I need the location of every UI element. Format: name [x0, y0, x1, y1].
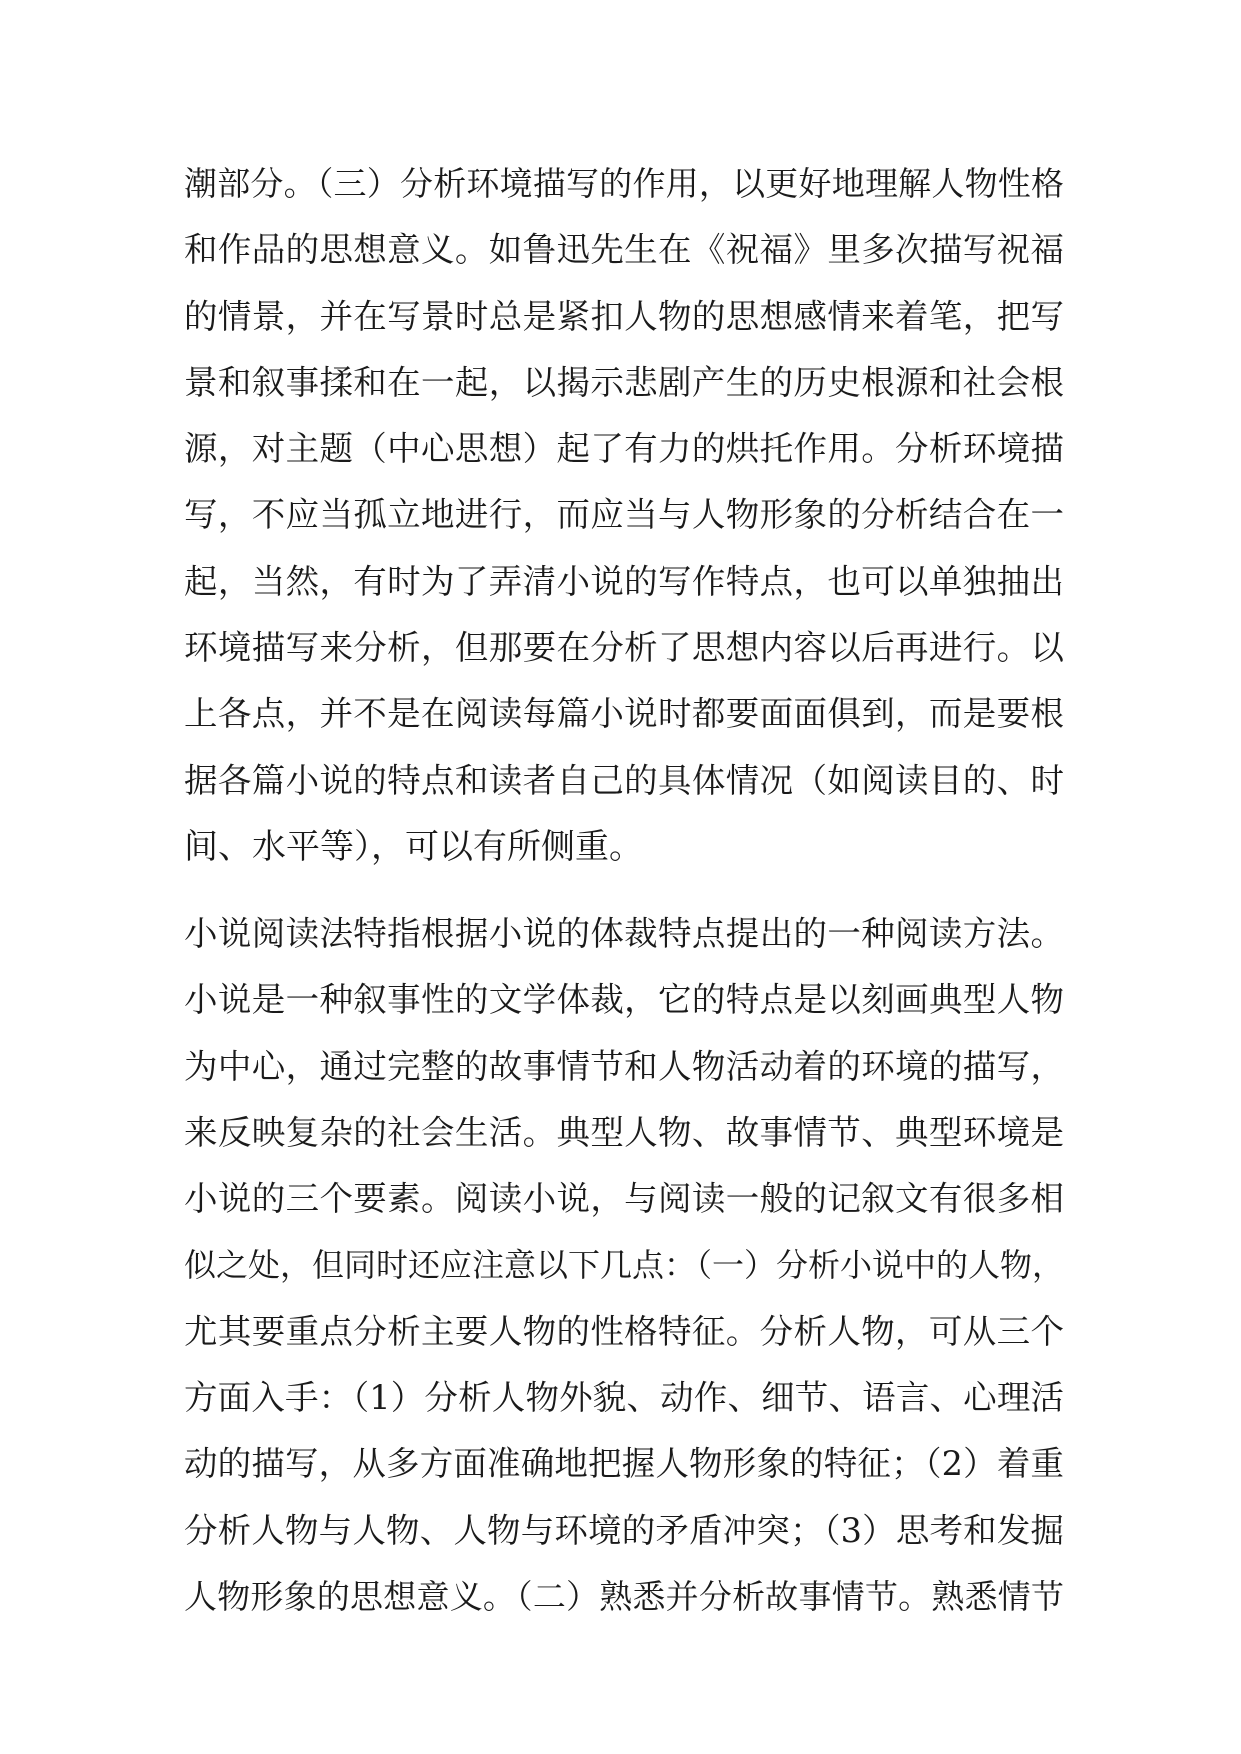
text-line: 似之处，但同时还应注意以下几点：（一）分析小说中的人物， [184, 1246, 1065, 1285]
paragraph-continuation [184, 151, 1064, 880]
text-line: 小说阅读法特指根据小说的体裁特点提出的一种阅读方法。 [184, 914, 1064, 953]
text-line: 分析人物与人物、人物与环境的矛盾冲突；（3）思考和发掘 [184, 1510, 1064, 1550]
text-line: 为中心，通过完整的故事情节和人物活动着的环境的描写， [184, 1046, 1064, 1086]
text-line: 间、水平等），可以有所侧重。 [184, 826, 643, 867]
text-line: 上各点，并不是在阅读每篇小说时都要面面俱到，而是要根 [184, 694, 1064, 734]
text-line: 的情景，并在写景时总是紧扣人物的思想感情来着笔，把写 [184, 296, 1064, 336]
text-line: 起，当然，有时为了弄清小说的写作特点，也可以单独抽出 [184, 561, 1064, 601]
text-line: 和作品的思想意义。如鲁迅先生在《祝福》里多次描写祝福 [184, 230, 1064, 270]
text-line: 写，不应当孤立地进行，而应当与人物形象的分析结合在一 [184, 495, 1064, 535]
text-line: 小说是一种叙事性的文学体裁，它的特点是以刻画典型人物 [184, 980, 1064, 1020]
text-line: 据各篇小说的特点和读者自己的具体情况（如阅读目的、时 [184, 760, 1064, 800]
text-line: 来反映复杂的社会生活。典型人物、故事情节、典型环境是 [184, 1112, 1064, 1152]
text-line: 景和叙事揉和在一起，以揭示悲剧产生的历史根源和社会根 [184, 362, 1064, 402]
text-line: 潮部分。（三）分析环境描写的作用，以更好地理解人物性格 [184, 164, 1064, 203]
paragraph-novel-reading-method [184, 901, 1064, 1630]
text-line: 人物形象的思想意义。（二）熟悉并分析故事情节。熟悉情节 [184, 1576, 1064, 1616]
text-line: 源，对主题（中心思想）起了有力的烘托作用。分析环境描 [184, 429, 1064, 469]
text-line: 动的描写，从多方面准确地把握人物形象的特征；（2）着重 [184, 1444, 1064, 1484]
text-line: 小说的三个要素。阅读小说，与阅读一般的记叙文有很多相 [184, 1179, 1064, 1219]
text-line: 环境描写来分析，但那要在分析了思想内容以后再进行。以 [184, 628, 1064, 668]
text-line: 尤其要重点分析主要人物的性格特征。分析人物，可从三个 [184, 1311, 1064, 1351]
text-line: 方面入手：（1）分析人物外貌、动作、细节、语言、心理活 [184, 1378, 1065, 1418]
